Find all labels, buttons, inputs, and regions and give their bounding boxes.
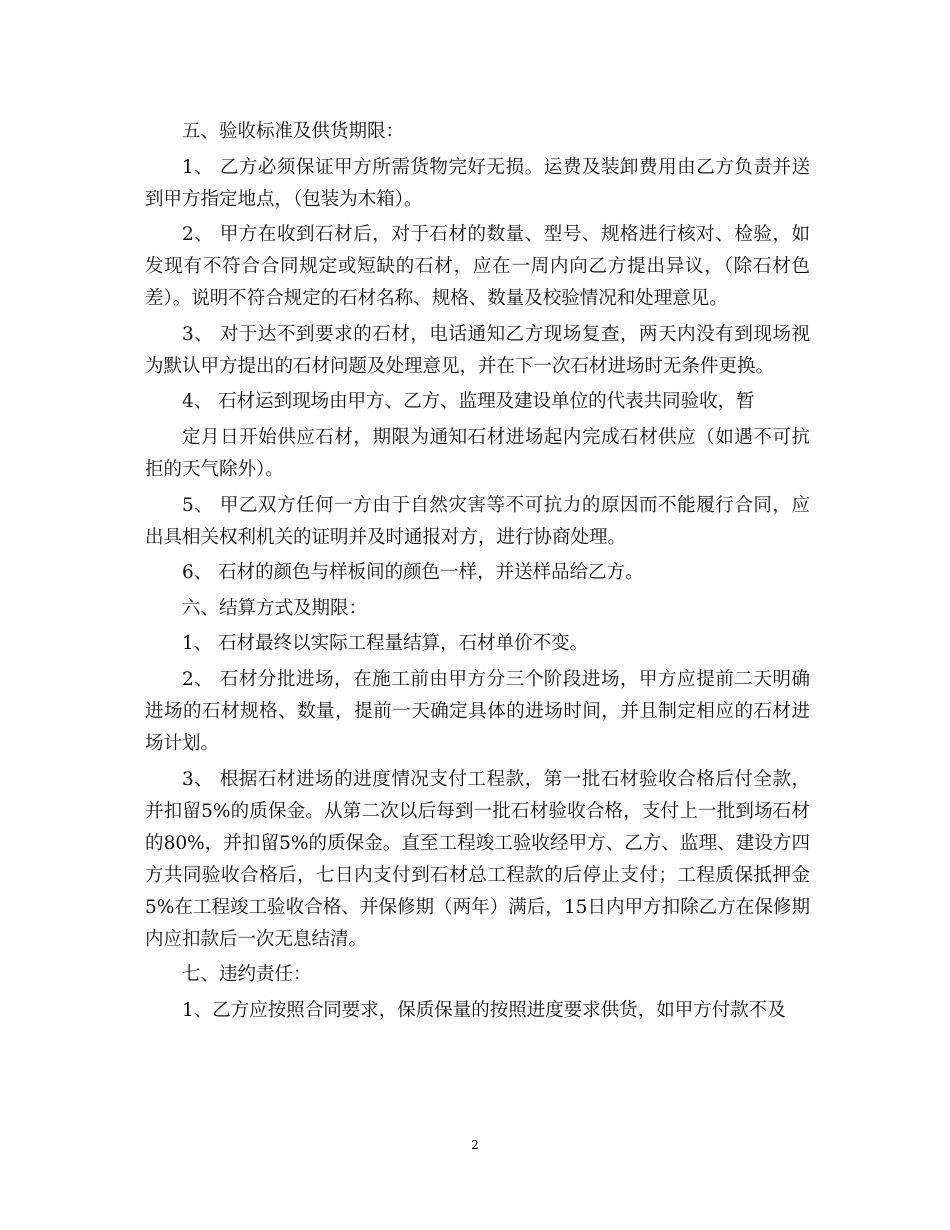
paragraph-clause: 1、 乙方必须保证甲方所需货物完好无损。运费及装卸费用由乙方负责并送到甲方指定地点，（包装为木箱）。 [145, 156, 810, 210]
paragraph-clause: 定月日开始供应石材，期限为通知石材进场起内完成石材供应（如遇不可抗拒的天气除外）。 [145, 426, 810, 480]
paragraph-clause: 5、 甲乙双方任何一方由于自然灾害等不可抗力的原因而不能履行合同，应出具相关权利机关的证明并及时通报对方，进行协商处理。 [145, 494, 810, 548]
paragraph-clause: 2、 甲方在收到石材后，对于石材的数量、型号、规格进行核对、检验，如发现有不符合合同规定或短缺的石材，应在一周内向乙方提出异议，（除石材色差）。说明不符合规定的石材名称、规格、数量及校验情况和处理意见。 [145, 224, 810, 310]
section-heading-breach: 七、违约责任： [182, 964, 312, 986]
section-heading-acceptance: 五、验收标准及供货期限： [182, 121, 405, 142]
paragraph-clause: 3、 对于达不到要求的石材，电话通知乙方现场复查，两天内没有到现场视为默认甲方提出的石材问题及处理意见，并在下一次石材进场时无条件更换。 [145, 323, 810, 377]
document-body [145, 116, 810, 1030]
paragraph-clause: 3、 根据石材进场的进度情况支付工程款，第一批石材验收合格后付全款，并扣留5%的质保金。从第二次以后每到一批石材验收合格，支付上一批到场石材的80%，并扣留5%的质保金。直至工程竣工验收经甲方、乙方、监理、建设方四方共同验收合格后，七日内支付到石材总工程款的后停止支付；工程质保抵押金5%在工程竣工验收合格、并保修期（两年）满后，15日内甲方扣除乙方在保修期内应扣款后一次无息结清。 [145, 768, 810, 950]
paragraph-clause: 2、 石材分批进场，在施工前由甲方分三个阶段进场，甲方应提前二天明确进场的石材规格、数量，提前一天确定具体的进场时间，并且制定相应的石材进场计划。 [145, 668, 810, 754]
page-number: 2 [471, 1138, 479, 1152]
paragraph-clause: 1、乙方应按照合同要求，保质保量的按照进度要求供货，如甲方付款不及 [182, 999, 786, 1021]
paragraph-clause: 1、 石材最终以实际工程量结算，石材单价不变。 [182, 633, 589, 655]
paragraph-clause: 6、 石材的颜色与样板间的颜色一样，并送样品给乙方。 [182, 562, 644, 584]
section-heading-settlement: 六、结算方式及期限： [182, 597, 368, 619]
paragraph-clause: 4、 石材运到现场由甲方、乙方、监理及建设单位的代表共同验收，暂 [182, 391, 755, 413]
